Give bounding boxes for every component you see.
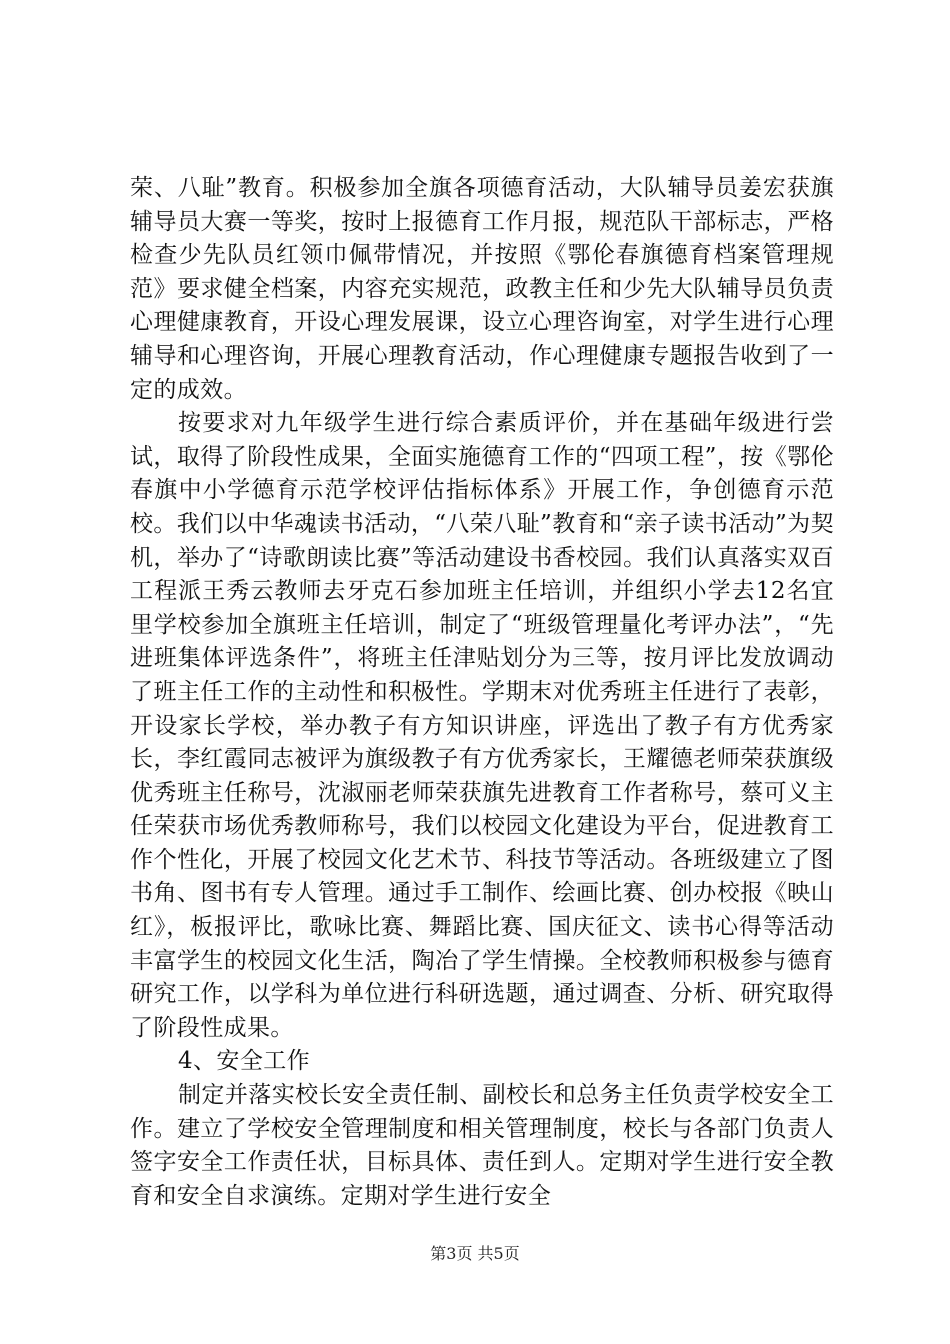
paragraph-quality-evaluation: 按要求对九年级学生进行综合素质评价，并在基础年级进行尝试，取得了阶段性成果，全面实施德育工作的“四项工程”，按《鄂伦春旗中小学德育示范学校评估指标体系》开展工作，争创德育示范校。我们以中华魂读书活动，“八荣八耻”教育和“亲子读书活动”为契机，举办了“诗歌朗读比赛”等活动建设书香校园。我们认真落实双百工程派王秀云教师去牙克石参加班主任培训，并组织小学去12名宜里学校参加全旗班主任培训，制定了“班级管理量化考评办法”，“先进班集体评选条件”，将班主任津贴划分为三等，按月评比发放调动了班主任工作的主动性和积极性。学期末对优秀班主任进行了表彰，开设家长学校，举办教子有方知识讲座，评选出了教子有方优秀家长，李红霞同志被评为旗级教子有方优秀家长，王耀德老师荣获旗级优秀班主任称号，沈淑丽老师荣获旗先进教育工作者称号，蔡可义主任荣获市场优秀教师称号，我们以校园文化建设为平台，促进教育工作个性化，开展了校园文化艺术节、科技节等活动。各班级建立了图书角、图书有专人管理。通过手工制作、绘画比赛、创办校报《映山红》，板报评比，歌咏比赛、舞蹈比赛、国庆征文、读书心得等活动丰富学生的校园文化生活，陶冶了学生情操。全校教师积极参与德育研究工作，以学科为单位进行科研选题，通过调查、分析、研究取得了阶段性成果。 [130, 410, 834, 1041]
page-footer: 第3页 共5页 [430, 1244, 520, 1263]
document-body [130, 172, 834, 1213]
section-heading-safety: 4、安全工作 [178, 1048, 311, 1075]
paragraph-moral-education-continued: 荣、八耻”教育。积极参加全旗各项德育活动，大队辅导员姜宏获旗辅导员大赛一等奖，按时上报德育工作月报，规范队干部标志，严格检查少先队员红领巾佩带情况，并按照《鄂伦春旗德育档案管理规范》要求健全档案，内容充实规范，政教主任和少先大队辅导员负责心理健康教育，开设心理发展课，设立心理咨询室，对学生进行心理辅导和心理咨询，开展心理教育活动，作心理健康专题报告收到了一定的成效。 [130, 175, 834, 403]
paragraph-safety-work: 制定并落实校长安全责任制、副校长和总务主任负责学校安全工作。建立了学校安全管理制度和相关管理制度，校长与各部门负责人签字安全工作责任状，目标具体、责任到人。定期对学生进行安全教育和安全自求演练。定期对学生进行安全 [130, 1082, 834, 1209]
